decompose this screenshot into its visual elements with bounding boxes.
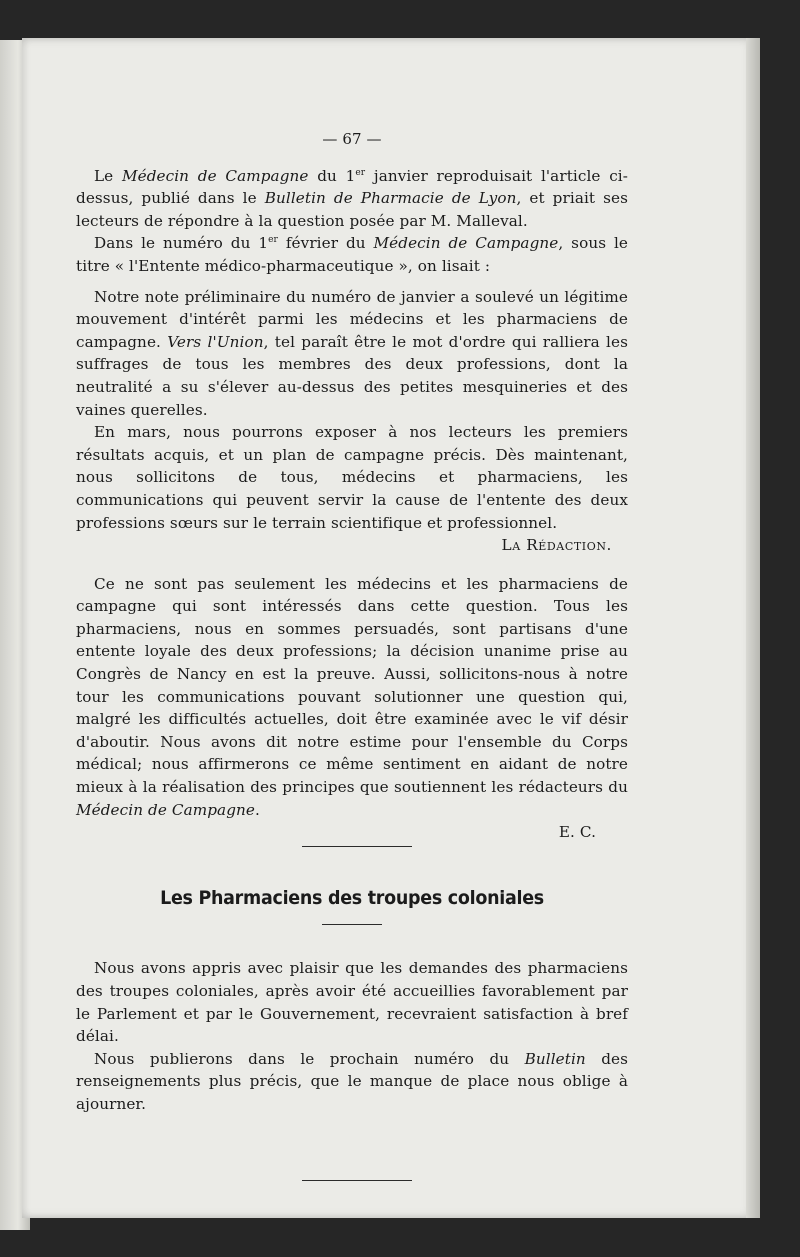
text-run: du 1 [308,166,356,185]
text-run: Nous publierons dans le prochain numéro du [94,1049,525,1068]
emphasis: Vers l'Union [167,332,264,351]
paragraph-3 [76,573,628,822]
journal-title: Médecin de Campagne [373,234,559,253]
text-run: février du [277,234,374,253]
paragraph-4: Nous avons appris avec plaisir que les demandes des pharmaciens des troupes coloniales, après avoir été accueillies favorablement par le Parlement et par le Gouvernement, recevraient satisfaction à bref délai. [76,959,628,1046]
paragraph-2 [76,232,628,277]
text-run: , tel paraît être le mot d'ordre qui ralliera les suffrages de tous les membres des deux professions, dont la neutralité a su s'élever au-dessus des petites mesquineries et des vaines querelles. [76,332,628,419]
page-content [76,128,628,1181]
journal-title: Médecin de Campagne [121,166,309,185]
quoted-paragraph-1 [76,286,628,422]
journal-title: Médecin de Campagne [76,800,256,819]
paragraph-1 [76,165,628,233]
superscript: er [355,167,366,178]
text-run: . [255,800,260,819]
page-right-edge [746,38,760,1218]
paragraph-5 [76,1048,628,1116]
signature-redaction: La Rédaction. [501,536,612,555]
text-run: , et priait ses lecteurs de répondre à la question posée par M. Malleval. [76,189,629,230]
journal-title: Bulletin de Pharmacie de Lyon [264,189,517,208]
text-run: Notre note préliminaire du numéro de janvier a soulevé un légitime mouvement d'intérêt parmi les médecins et les pharmaciens de campagne. [76,287,628,351]
text-run: , sous le titre « l'Entente médico-pharmaceutique », on lisait : [76,234,628,275]
superscript: er [268,235,278,246]
section-title: Les Pharmaciens des troupes coloniales [160,887,544,910]
text-run: janvier reproduisait l'article ci-dessus, publié dans le [76,166,628,208]
section-divider [302,846,412,848]
text-run: Dans le numéro du 1 [94,234,269,253]
text-run: Le [94,166,122,185]
page-number: — 67 — [322,130,382,148]
end-divider [302,1180,412,1182]
signature-initials: E. C. [558,823,596,842]
journal-title: Bulletin [524,1049,586,1068]
text-run: des renseignements plus précis, que le manque de place nous oblige à ajourner. [76,1049,629,1113]
text-run: Ce ne sont pas seulement les médecins et les pharmaciens de campagne qui sont intéressés dans cette question. Tous les pharmaciens, nous en sommes persuadés, sont partisans d'une entente loyale des deux professions; la décision unanime prise au Congrès de Nancy en est la preuve. Aussi, sollicitons-nous à notre tour les communications pouvant solutionner une question qui, malgré les difficultés actuelles, doit être examinée avec le vif désir d'aboutir. Nous avons dit notre estime pour l'ensemble du Corps médical; nous affirmerons ce même sentiment en aidant de notre mieux à la réalisation des principes que soutiennent les rédacteurs du [76,574,628,797]
quoted-paragraph-2: En mars, nous pourrons exposer à nos lecteurs les premiers résultats acquis, et un plan de campagne précis. Dès maintenant, nous sollicitons de tous, médecins et pharmaciens, les communications qui peuvent servir la cause de l'entente des deux professions sœurs sur le terrain scientifique et professionnel. [76,423,628,532]
